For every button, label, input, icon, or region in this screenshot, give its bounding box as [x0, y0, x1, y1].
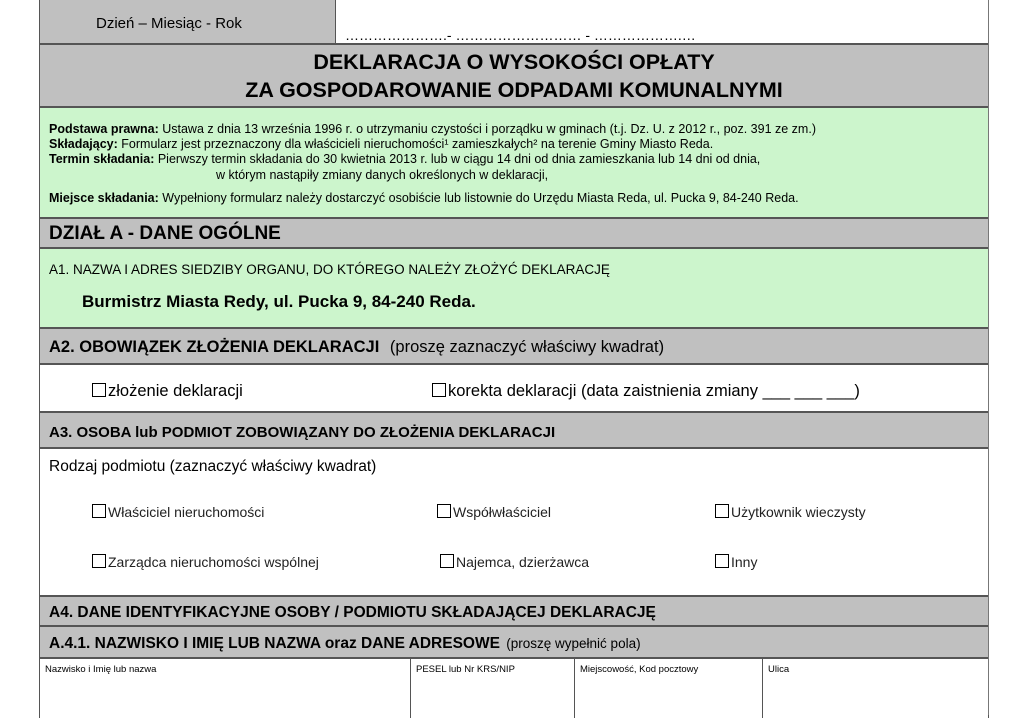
a2-header	[39, 328, 989, 364]
place-line	[49, 191, 799, 205]
a3-header	[39, 412, 989, 448]
street-field-label: Ulica	[768, 664, 790, 675]
a3-option-owner[interactable]	[92, 504, 264, 520]
declaration-form	[39, 0, 991, 715]
filer-label: Składający:	[49, 137, 118, 151]
a2-option-correction[interactable]	[432, 382, 860, 401]
a2-option-submit[interactable]	[92, 382, 243, 401]
a3-option-other[interactable]	[715, 554, 757, 570]
a3-option-coowner[interactable]	[437, 504, 551, 520]
place-text: Wypełniony formularz należy dostarczyć osobiście lub listownie do Urzędu Miasta Reda, ul. Pucka 9, 84-240 Reda.	[162, 191, 799, 205]
section-a-header	[39, 218, 989, 248]
identification-table-row	[39, 658, 989, 718]
legal-basis-text: Ustawa z dnia 13 września 1996 r. o utrzymaniu czystości i porządku w gminach (t.j. Dz. U. z 2012 r., poz. 391 ze zm.)	[162, 122, 816, 136]
filer-text: Formularz jest przeznaczony dla właścicieli nieruchomości¹ zamieszkałych² na terenie Gminy Miasto Reda.	[121, 137, 714, 151]
a1-block	[39, 248, 989, 328]
deadline-line-2: w którym nastąpiły zmiany danych określonych w deklaracji,	[216, 168, 549, 182]
a1-label: A1. NAZWA I ADRES SIEDZIBY ORGANU, DO KTÓREGO NALEŻY ZŁOŻYĆ DEKLARACJĘ	[49, 262, 610, 277]
form-title-line2: ZA GOSPODAROWANIE ODPADAMI KOMUNALNYMI	[245, 78, 783, 102]
a3-option-tenant[interactable]	[440, 554, 589, 570]
checkbox-owner[interactable]	[92, 504, 106, 518]
checkbox-tenant[interactable]	[440, 554, 454, 568]
a3-option-other-label: Inny	[731, 554, 758, 570]
city-postcode-field[interactable]	[574, 659, 762, 718]
deadline-text: Pierwszy termin składania do 30 kwietnia 2013 r. lub w ciągu 14 dni od dnia zamieszkania lub 14 dni od dnia,	[157, 152, 761, 166]
form-title-line1: DEKLARACJA O WYSOKOŚCI OPŁATY	[313, 50, 715, 74]
a41-label-text: A.4.1. NAZWISKO I IMIĘ LUB NAZWA oraz DANE ADRESOWE	[49, 635, 500, 652]
checkbox-perpetual-user[interactable]	[715, 504, 729, 518]
checkbox-manager[interactable]	[92, 554, 106, 568]
date-input[interactable]: ………………….- ……………………… - ……………….…	[345, 27, 696, 43]
a41-header	[39, 626, 989, 658]
a4-header	[39, 596, 989, 626]
legal-info-block	[39, 107, 989, 218]
checkbox-other[interactable]	[715, 554, 729, 568]
pesel-field-label: PESEL lub Nr KRS/NIP	[416, 664, 515, 675]
city-postcode-field-label: Miejscowość, Kod pocztowy	[580, 664, 699, 675]
name-field[interactable]	[40, 659, 410, 718]
a3-option-perpetual-user[interactable]	[715, 504, 866, 520]
a2-option-correction-label: korekta deklaracji (data zaistnienia zmiany ___ ___ ___)	[448, 382, 860, 400]
page-edge-line	[988, 0, 989, 715]
a3-label: A3. OSOBA lub PODMIOT ZOBOWIĄZANY DO ZŁOŻENIA DEKLARACJI	[49, 424, 556, 441]
date-row	[39, 0, 989, 44]
a3-option-owner-label: Właściciel nieruchomości	[108, 504, 265, 520]
a2-label-text: A2. OBOWIĄZEK ZŁOŻENIA DEKLARACJI	[49, 338, 380, 356]
a2-options-row	[39, 364, 989, 412]
filer-line	[49, 137, 713, 151]
form-title-row	[39, 44, 989, 107]
a41-hint: (proszę wypełnić pola)	[506, 636, 641, 651]
checkbox-coowner[interactable]	[437, 504, 451, 518]
checkbox-correction[interactable]	[432, 383, 446, 397]
deadline-line	[49, 152, 760, 166]
a3-option-tenant-label: Najemca, dzierżawca	[456, 554, 590, 570]
a3-options-block	[39, 448, 989, 596]
a3-option-manager[interactable]	[92, 554, 319, 570]
section-a-title: DZIAŁ A - DANE OGÓLNE	[49, 223, 281, 244]
a3-hint: Rodzaj podmiotu (zaznaczyć właściwy kwadrat)	[49, 458, 377, 475]
pesel-field[interactable]	[410, 659, 574, 718]
street-field[interactable]	[762, 659, 990, 718]
a3-option-perpetual-user-label: Użytkownik wieczysty	[731, 504, 866, 520]
a4-label: A4. DANE IDENTYFIKACYJNE OSOBY / PODMIOTU SKŁADAJĄCEJ DEKLARACJĘ	[49, 604, 656, 621]
place-label: Miejsce składania:	[49, 191, 159, 205]
a1-value: Burmistrz Miasta Redy, ul. Pucka 9, 84-240 Reda.	[82, 292, 476, 311]
date-label: Dzień – Miesiąc - Rok	[96, 15, 242, 32]
legal-basis-line	[49, 122, 816, 136]
legal-basis-label: Podstawa prawna:	[49, 122, 159, 136]
date-label-cell	[40, 0, 336, 43]
a3-option-manager-label: Zarządca nieruchomości wspólnej	[108, 554, 319, 570]
a2-hint: (proszę zaznaczyć właściwy kwadrat)	[389, 338, 665, 356]
name-field-label: Nazwisko i Imię lub nazwa	[45, 664, 157, 675]
checkbox-submit[interactable]	[92, 383, 106, 397]
a2-label	[49, 338, 664, 357]
a2-option-submit-label: złożenie deklaracji	[108, 382, 243, 400]
deadline-label: Termin składania:	[49, 152, 155, 166]
a41-label	[49, 635, 641, 653]
a3-option-coowner-label: Współwłaściciel	[453, 504, 552, 520]
